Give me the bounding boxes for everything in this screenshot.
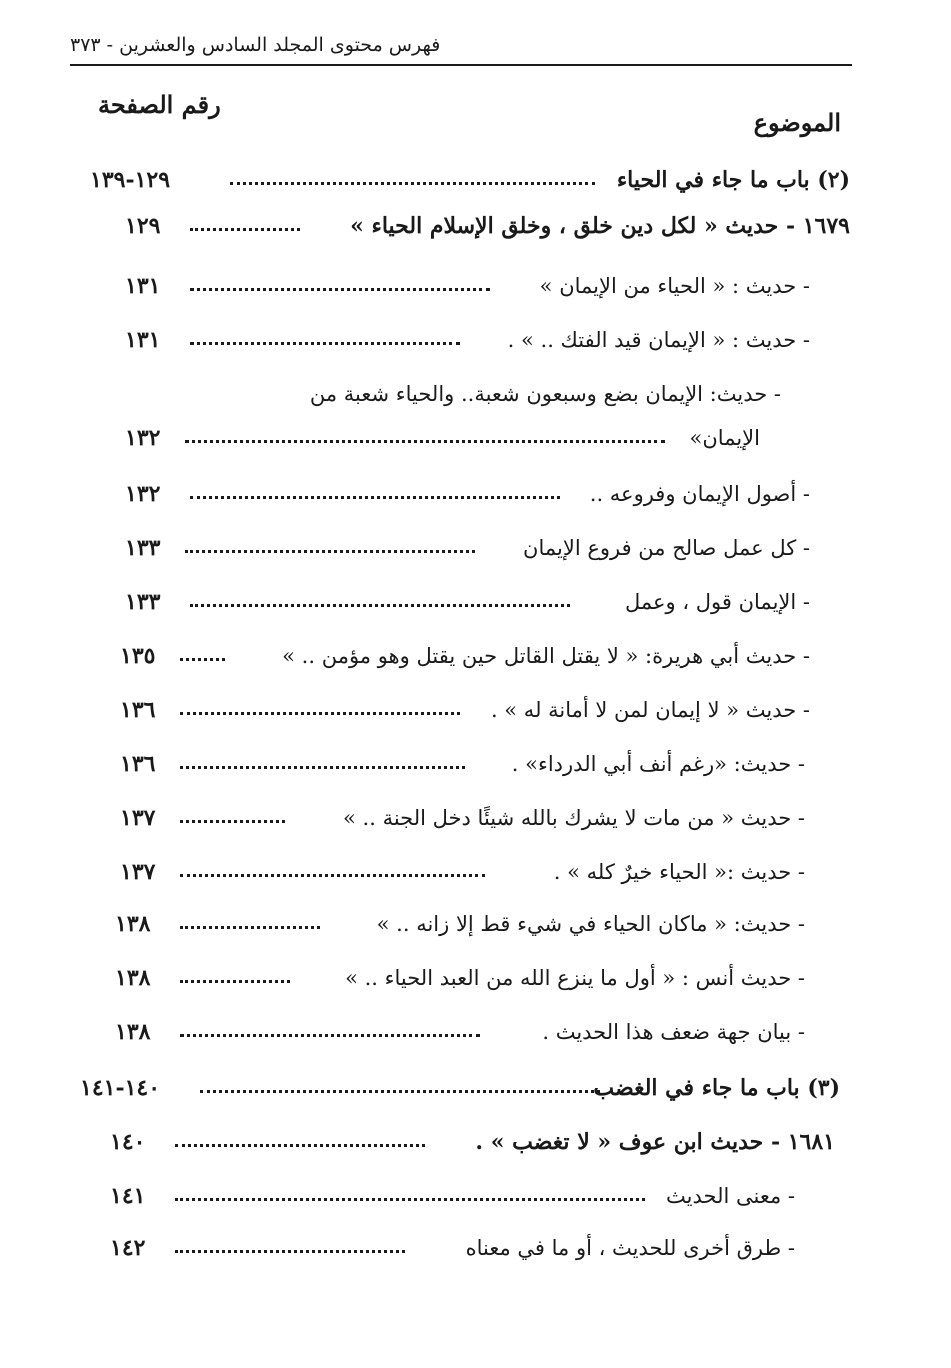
toc-entry-text: - حديث « لا إيمان لمن لا أمانة له » . — [490, 698, 810, 722]
toc-entry-text: - بيان جهة ضعف هذا الحديث . — [542, 1020, 805, 1044]
toc-entry-text: ١٦٨١ - حديث ابن عوف « لا تغضب » . — [475, 1129, 835, 1155]
dot-leader — [190, 288, 490, 291]
toc-page-number: ١٤٠-١٤١ — [80, 1075, 161, 1101]
toc-entry — [80, 958, 805, 998]
toc-entry-text: - حديث: «رغم أنف أبي الدرداء» . — [511, 752, 805, 776]
toc-entry — [80, 852, 805, 892]
toc-page-number: ١٣٦ — [120, 697, 156, 723]
toc-page-number: ١٢٩ — [125, 213, 161, 239]
toc-entry — [80, 798, 805, 838]
toc-entry — [80, 266, 810, 306]
toc-entry-text: - معنى الحديث — [666, 1184, 795, 1208]
toc-entry-text: (٣) باب ما جاء في الغضب — [593, 1075, 840, 1101]
dot-leader — [230, 182, 595, 185]
toc-page-number: ١٣٨ — [115, 911, 151, 937]
dot-leader — [180, 1034, 480, 1037]
dot-leader — [190, 496, 560, 499]
toc-entry-text: ١٦٧٩ - حديث « لكل دين خلق ، وخلق الإسلام الحياء » — [350, 213, 850, 239]
toc-entry — [80, 1228, 795, 1268]
header-rule — [70, 64, 852, 66]
toc-entry-text: - حديث :« الحياء خيرٌ كله » . — [553, 860, 805, 884]
toc-page-number: ١٣٧ — [120, 859, 156, 885]
toc-entry — [80, 1122, 835, 1162]
toc-page-number: ١٣٣ — [125, 589, 161, 615]
dot-leader — [185, 550, 475, 553]
dot-leader — [180, 980, 290, 983]
dot-leader — [180, 766, 465, 769]
toc-entry — [80, 744, 805, 784]
toc-page-number: ١٣٨ — [115, 1019, 151, 1045]
toc-entry-text: - حديث : « الحياء من الإيمان » — [539, 274, 810, 298]
dot-leader — [190, 228, 300, 231]
running-title: فهرس محتوى المجلد السادس والعشرين - ٣٧٣ — [70, 34, 450, 56]
toc-entry-text: - حديث : « الإيمان قيد الفتك .. » . — [507, 328, 810, 352]
toc-page-number: ١٤١ — [110, 1183, 146, 1209]
toc-entry — [80, 474, 810, 514]
dot-leader — [190, 604, 570, 607]
toc-entry — [80, 160, 850, 200]
dot-leader — [200, 1090, 600, 1093]
toc-entry — [80, 690, 810, 730]
topic-heading: الموضوع — [753, 108, 841, 137]
toc-entry-text: (٢) باب ما جاء في الحياء — [616, 167, 850, 193]
toc-page-number: ١٣١ — [125, 327, 161, 353]
toc-page-number: ١٤٠ — [110, 1129, 146, 1155]
toc-entry — [80, 1176, 795, 1216]
running-header — [70, 30, 852, 70]
dot-leader — [180, 712, 460, 715]
toc-entry-text: - طرق أخرى للحديث ، أو ما في معناه — [465, 1236, 795, 1260]
toc-page-number: ١٣٦ — [120, 751, 156, 777]
toc-entry — [80, 418, 760, 458]
toc-entry-text: - حديث أبي هريرة: « لا يقتل القاتل حين يقتل وهو مؤمن .. » — [282, 644, 810, 668]
page-number-heading: رقم الصفحة — [98, 90, 221, 119]
toc-page-number: ١٣٥ — [120, 643, 156, 669]
toc-entry-text: - حديث: الإيمان بضع وسبعون شعبة.. والحياء شعبة من — [309, 382, 781, 406]
toc-page-number: ١٣٢ — [125, 425, 161, 451]
toc-entry — [80, 582, 810, 622]
toc-page-number: ١٣٧ — [120, 805, 156, 831]
toc-entry — [80, 1012, 805, 1052]
dot-leader — [175, 1198, 645, 1201]
toc-entry-text: - الإيمان قول ، وعمل — [624, 590, 810, 614]
toc-page-number: ١٤٢ — [110, 1235, 146, 1261]
toc-entry-text: - حديث « من مات لا يشرك بالله شيئًا دخل الجنة .. » — [343, 806, 805, 830]
dot-leader — [180, 926, 320, 929]
dot-leader — [175, 1144, 425, 1147]
toc-entry — [80, 320, 810, 360]
toc-entry-text: - حديث: « ماكان الحياء في شيء قط إلا زانه .. » — [376, 912, 805, 936]
toc-entry-text: - حديث أنس : « أول ما ينزع الله من العبد الحياء .. » — [345, 966, 805, 990]
dot-leader — [180, 658, 225, 661]
toc-page-number: ١٣٣ — [125, 535, 161, 561]
toc-entry — [80, 1068, 840, 1108]
dot-leader — [180, 874, 485, 877]
dot-leader — [180, 820, 285, 823]
toc-entry-text: - أصول الإيمان وفروعه .. — [589, 482, 810, 506]
toc-page-number: ١٣٨ — [115, 965, 151, 991]
toc-entry — [80, 206, 850, 246]
toc-entry — [80, 636, 810, 676]
dot-leader — [190, 342, 460, 345]
toc-entry — [80, 528, 810, 568]
dot-leader — [185, 440, 665, 443]
toc-page-number: ١٣١ — [125, 273, 161, 299]
toc-entry — [80, 904, 805, 944]
toc-page-number: ١٣٢ — [125, 481, 161, 507]
toc-page-number: ١٢٩-١٣٩ — [90, 167, 171, 193]
toc-entry-text: الإيمان» — [689, 426, 760, 450]
dot-leader — [175, 1250, 405, 1253]
toc-entry-text: - كل عمل صالح من فروع الإيمان — [523, 536, 810, 560]
